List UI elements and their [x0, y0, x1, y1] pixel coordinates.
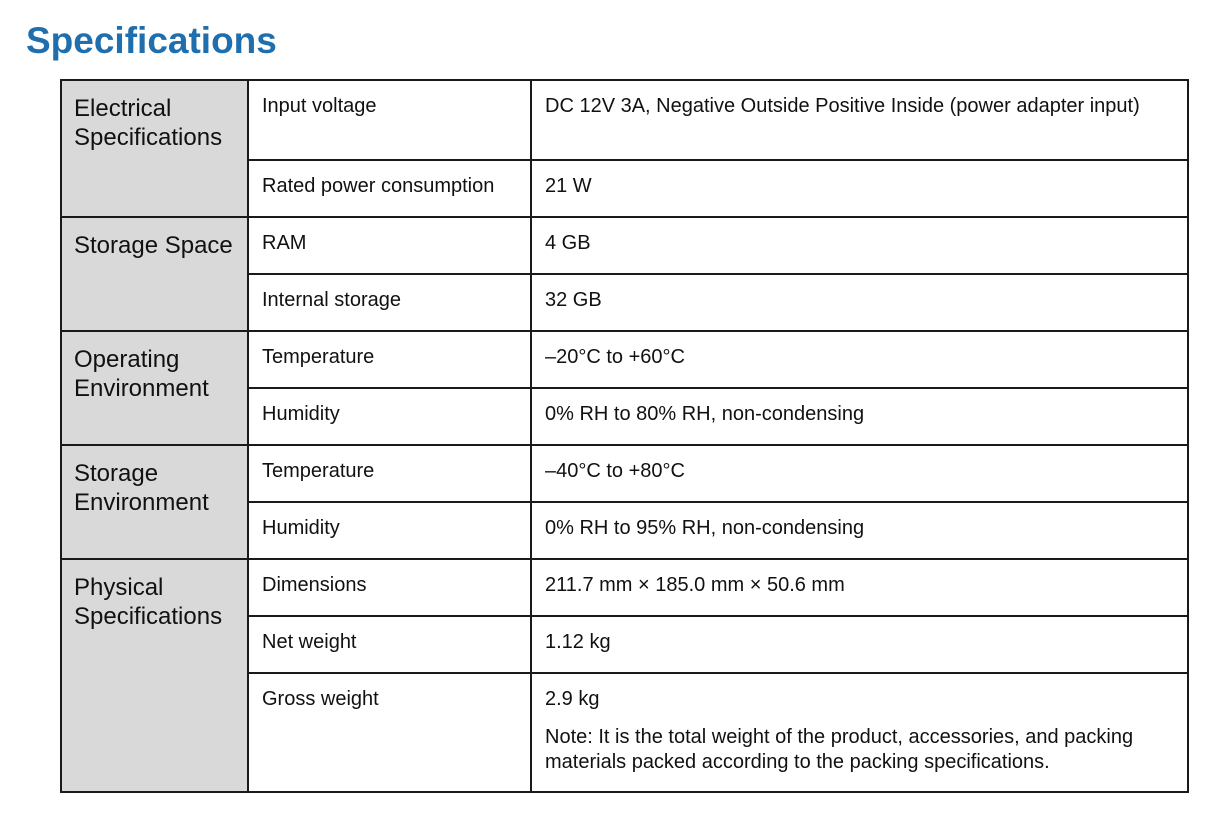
parameter-cell: Input voltage [248, 80, 531, 160]
table-row [61, 559, 1188, 616]
category-cell: Physical Specifications [61, 559, 248, 792]
parameter-cell: Humidity [248, 388, 531, 445]
parameter-cell: Gross weight [248, 673, 531, 792]
parameter-cell: Temperature [248, 445, 531, 502]
value-cell: 0% RH to 80% RH, non-condensing [531, 388, 1188, 445]
specifications-table [60, 79, 1189, 793]
value-cell: –40°C to +80°C [531, 445, 1188, 502]
parameter-cell: Humidity [248, 502, 531, 559]
value-cell: 0% RH to 95% RH, non-condensing [531, 502, 1188, 559]
value-cell: 21 W [531, 160, 1188, 217]
parameter-cell: Temperature [248, 331, 531, 388]
value-cell: DC 12V 3A, Negative Outside Positive Inside (power adapter input) [531, 80, 1188, 160]
parameter-cell: Dimensions [248, 559, 531, 616]
parameter-cell: Net weight [248, 616, 531, 673]
weight-note: Note: It is the total weight of the product, accessories, and packing materials packed according to the packing specifications. [545, 726, 1134, 773]
table-row [61, 80, 1188, 160]
page-title: Specifications [26, 20, 277, 61]
parameter-cell: RAM [248, 217, 531, 274]
category-cell: Electrical Specifications [61, 80, 248, 217]
table-row [61, 445, 1188, 502]
table-row [61, 217, 1188, 274]
table-row [61, 331, 1188, 388]
value-cell: 32 GB [531, 274, 1188, 331]
category-cell: Storage Environment [61, 445, 248, 559]
value-cell: 4 GB [531, 217, 1188, 274]
value-cell [531, 673, 1188, 792]
parameter-cell: Rated power consumption [248, 160, 531, 217]
parameter-cell: Internal storage [248, 274, 531, 331]
value-cell: 211.7 mm × 185.0 mm × 50.6 mm [531, 559, 1188, 616]
category-cell: Storage Space [61, 217, 248, 331]
value-cell: –20°C to +60°C [531, 331, 1188, 388]
value-cell: 1.12 kg [531, 616, 1188, 673]
value-text: 2.9 kg [545, 688, 600, 710]
category-cell: Operating Environment [61, 331, 248, 445]
